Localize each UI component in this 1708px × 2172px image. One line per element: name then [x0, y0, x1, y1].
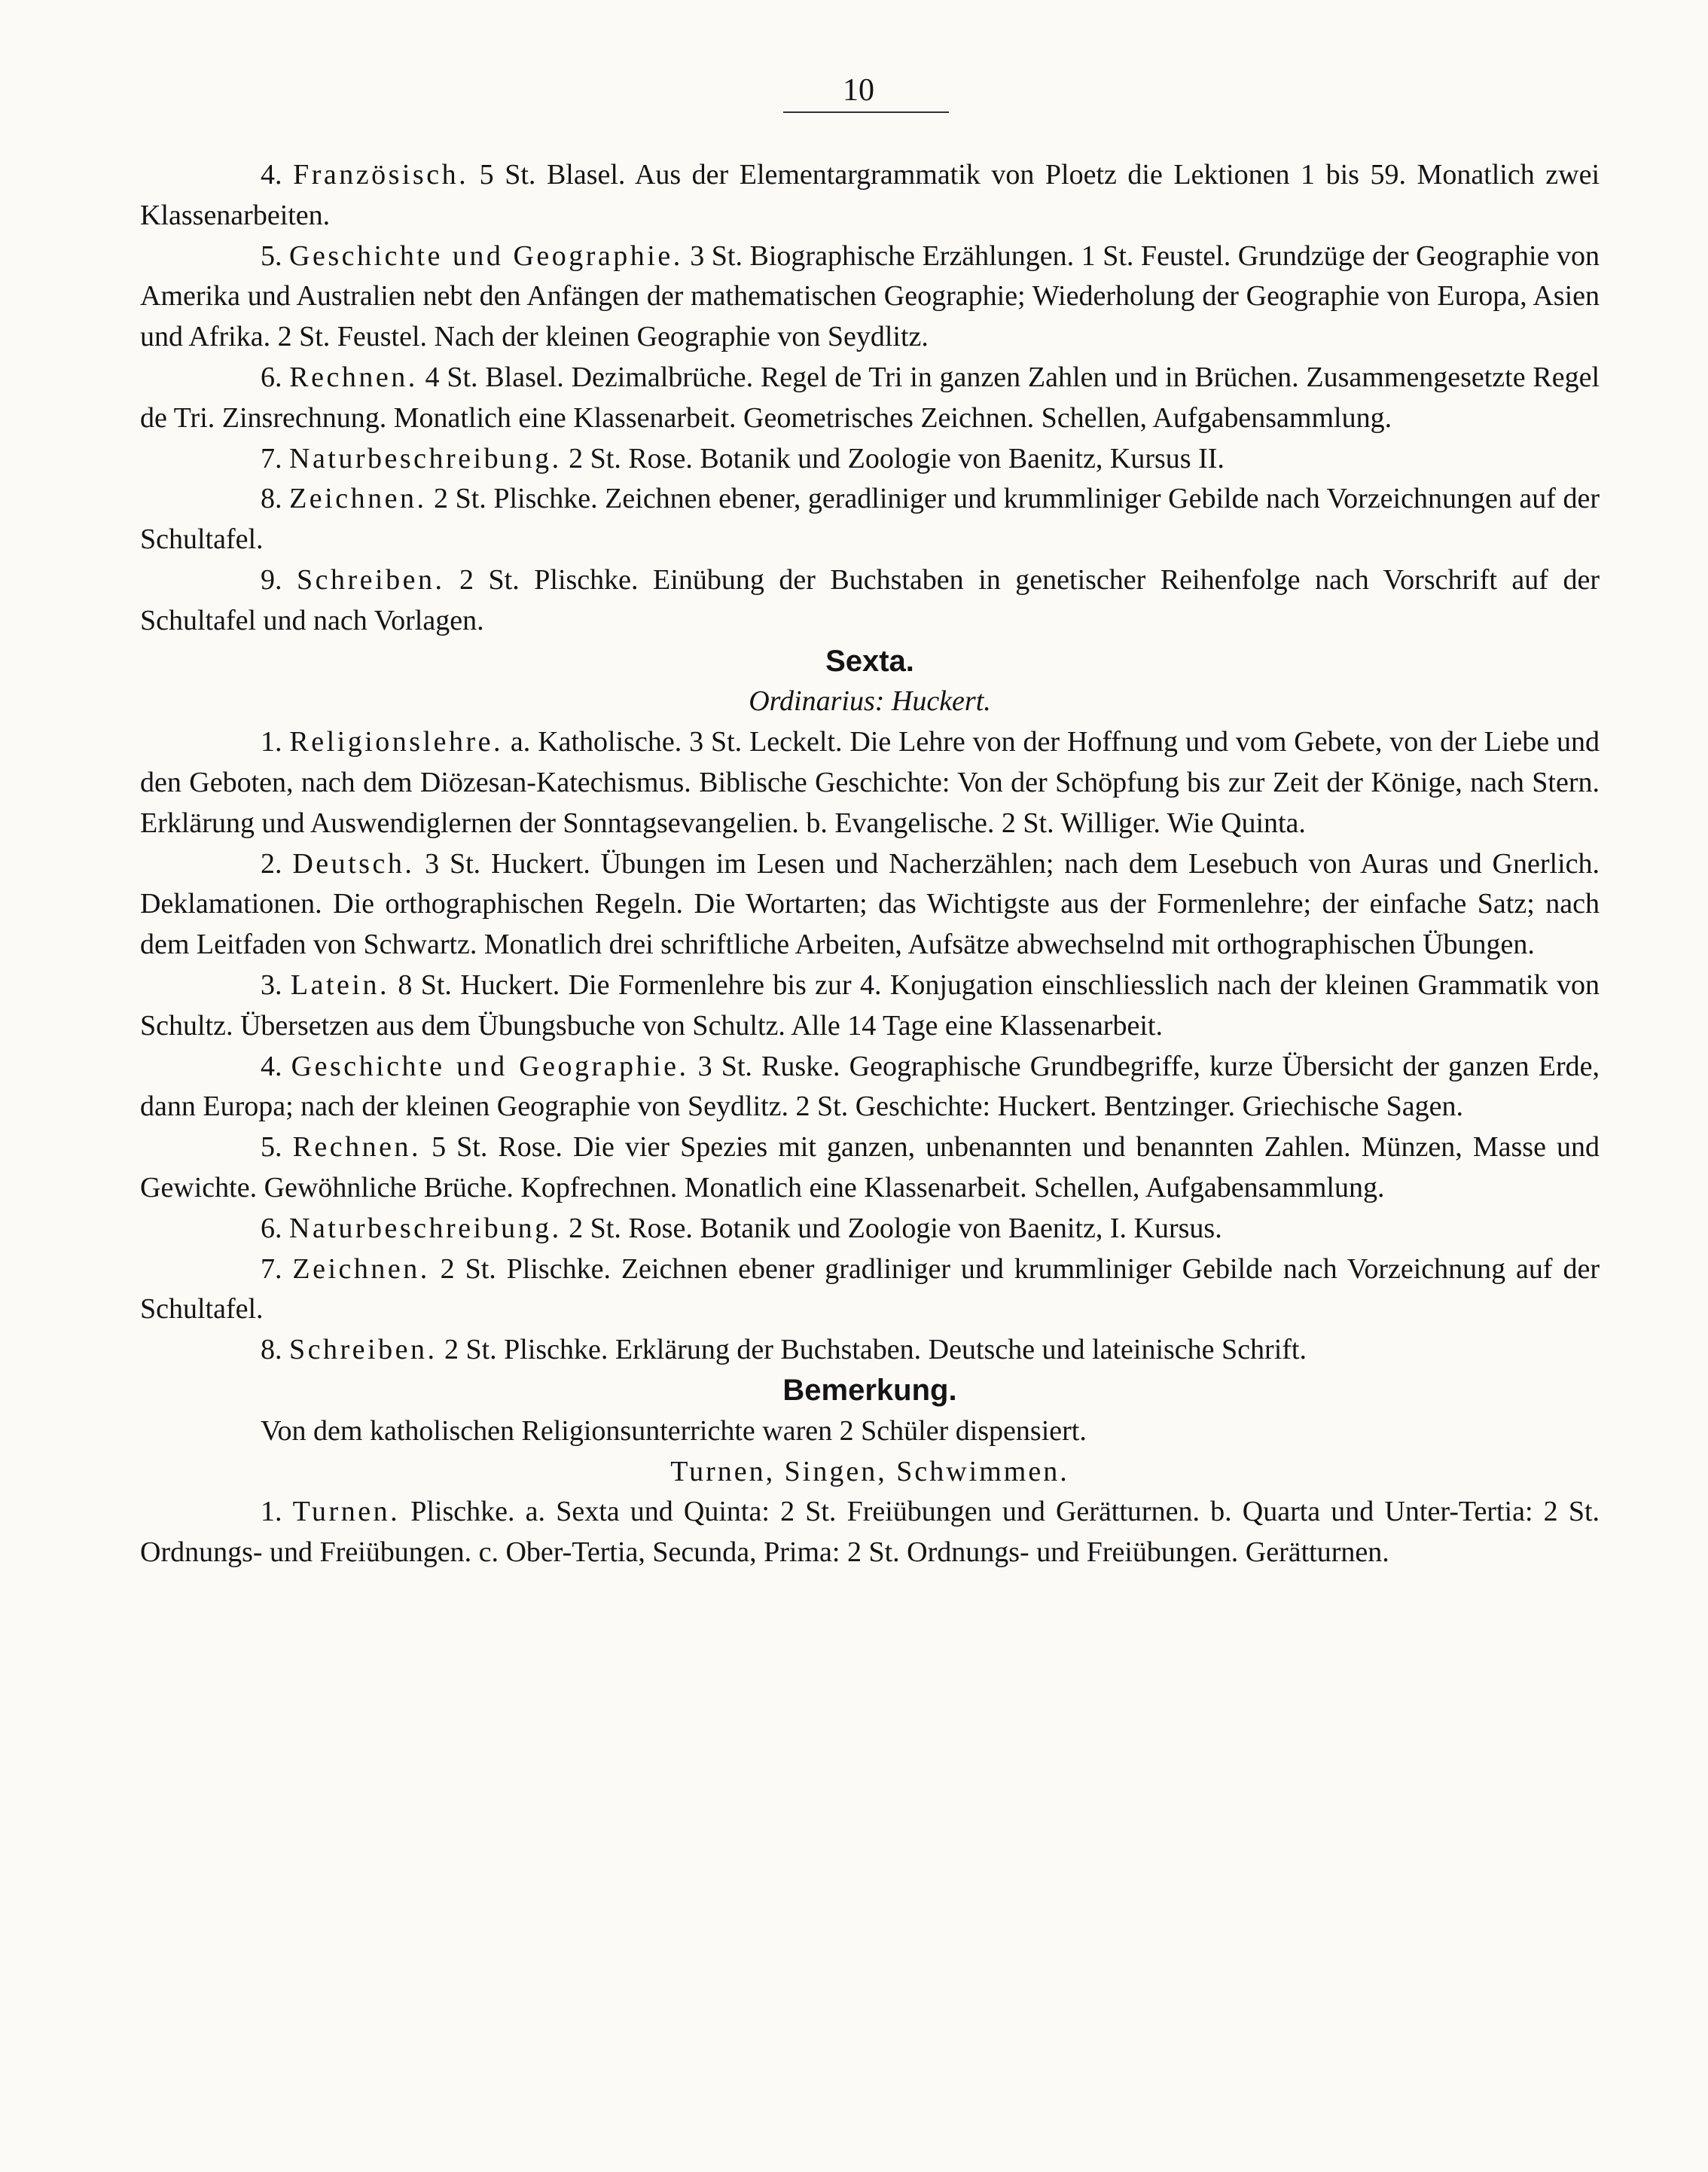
quinta-item-8 — [140, 479, 1600, 560]
quinta-item-6 — [140, 358, 1600, 439]
item-number: 8. — [261, 1334, 282, 1366]
turnen-heading: Turnen, Singen, Schwimmen. — [670, 1455, 1069, 1487]
item-subject: Naturbeschreibung. — [289, 442, 562, 474]
item-text: 5 St. Blasel. Aus der Elementargrammatik von Ploetz die Lektionen 1 bis 59. Monatlich zwei Klassenarbeiten. — [140, 159, 1600, 231]
item-text: 2 St. Plischke. Erklärung der Buchstaben. Deutsche und lateinische Schrift. — [437, 1334, 1307, 1366]
sexta-item-3 — [140, 966, 1600, 1047]
sexta-item-4 — [140, 1047, 1600, 1128]
item-number: 9. — [261, 563, 282, 596]
sexta-item-5 — [140, 1127, 1600, 1209]
item-number: 4. — [261, 159, 282, 191]
quinta-item-4 — [140, 155, 1600, 236]
item-subject: Geschichte und Geographie. — [289, 239, 683, 272]
item-text: 3 St. Biographische Erzählungen. 1 St. Feustel. Grundzüge der Geographie von Amerika und Australien nebt den Anfängen der mathematischen Geographie; Wiederholung der Geographie von Europa, Asien und Afrika. 2 St. Feustel. Nach der kleinen Geographie von Seydlitz. — [140, 239, 1600, 353]
item-number: 3. — [261, 969, 282, 1001]
quinta-item-7 — [140, 439, 1600, 480]
sexta-item-6 — [140, 1209, 1600, 1249]
bemerkung-heading: Bemerkung. — [782, 1373, 957, 1407]
item-number: 5. — [261, 239, 282, 272]
item-number: 7. — [261, 442, 282, 474]
item-text: 8 St. Huckert. Die Formenlehre bis zur 4. Konjugation einschliesslich nach der kleinen Grammatik von Schultz. Übersetzen aus dem Übungsbuche von Schultz. Alle 14 Tage eine Klassenarbeit. — [140, 969, 1600, 1042]
page-number-rule — [783, 111, 949, 113]
item-subject: Geschichte und Geographie. — [291, 1050, 689, 1082]
sexta-item-8 — [140, 1330, 1600, 1371]
bemerkung-text: Von dem katholischen Religionsunterrichte waren 2 Schüler dispensiert. — [261, 1414, 1087, 1447]
sexta-ordinarius: Ordinarius: Huckert. — [749, 685, 991, 718]
item-subject: Französisch. — [293, 159, 469, 191]
item-subject: Rechnen. — [292, 1131, 422, 1164]
item-text: 3 St. Huckert. Übungen im Lesen und Nacherzählen; nach dem Lesebuch von Auras und Gnerlich. Deklamationen. Die orthographischen Regeln. Die Wortarten; das Wichtigste aus der Formenlehre; der einfache Satz; nach dem Leitfaden von Schwartz. Monatlich drei schriftliche Arbeiten, Aufsätze abwechselnd mit orthographischen Übungen. — [140, 847, 1600, 961]
quinta-items — [140, 155, 1600, 642]
item-subject: Zeichnen. — [292, 1252, 430, 1285]
item-subject: Zeichnen. — [289, 483, 427, 515]
item-text: Plischke. a. Sexta und Quinta: 2 St. Freiübungen und Gerätturnen. b. Quarta und Unter-Tertia: 2 St. Ordnungs- und Freiübungen. c. Ober-Tertia, Secunda, Prima: 2 St. Ordnungs- und Freiübungen. Gerätturnen. — [140, 1496, 1600, 1569]
item-subject: Deutsch. — [292, 847, 415, 880]
sexta-item-7 — [140, 1249, 1600, 1331]
item-number: 1. — [261, 1496, 282, 1528]
sexta-item-1 — [140, 722, 1600, 843]
turnen-item-1 — [140, 1492, 1600, 1573]
item-text: 4 St. Blasel. Dezimalbrüche. Regel de Tri in ganzen Zahlen und in Brüchen. Zusammengesetzte Regel de Tri. Zinsrechnung. Monatlich eine Klassenarbeit. Geometrisches Zeichnen. Schellen, Aufgabensammlung. — [140, 361, 1600, 434]
page-number: 10 — [843, 73, 874, 108]
page-body — [140, 155, 1600, 1573]
item-subject: Naturbeschreibung. — [289, 1212, 562, 1244]
item-subject: Schreiben. — [289, 1334, 438, 1366]
item-text: 2 St. Rose. Botanik und Zoologie von Baenitz, I. Kursus. — [561, 1212, 1222, 1244]
item-text: 3 St. Ruske. Geographische Grundbegriffe, kurze Übersicht der ganzen Erde, dann Europa; nach der kleinen Geographie von Seydlitz. 2 St. Geschichte: Huckert. Bentzinger. Griechische Sagen. — [140, 1050, 1600, 1123]
item-number: 7. — [261, 1252, 282, 1285]
item-text: 2 St. Plischke. Zeichnen ebener, geradliniger und krummliniger Gebilde nach Vorzeichnungen auf der Schultafel. — [140, 483, 1600, 556]
item-text: 2 St. Plischke. Zeichnen ebener gradliniger und krummliniger Gebilde nach Vorzeichnung auf der Schultafel. — [140, 1252, 1600, 1325]
item-text: 2 St. Plischke. Einübung der Buchstaben in genetischer Reihenfolge nach Vorschrift auf der Schultafel und nach Vorlagen. — [140, 563, 1600, 636]
item-subject: Turnen. — [292, 1496, 401, 1528]
sexta-heading: Sexta. — [825, 644, 914, 678]
item-number: 2. — [261, 847, 282, 880]
quinta-item-9 — [140, 560, 1600, 642]
item-subject: Religionslehre. — [289, 726, 504, 758]
item-number: 1. — [261, 726, 282, 758]
sexta-items — [140, 722, 1600, 1371]
item-number: 5. — [261, 1131, 282, 1164]
item-subject: Latein. — [290, 969, 389, 1001]
item-number: 8. — [261, 483, 282, 515]
item-text: 5 St. Rose. Die vier Spezies mit ganzen, unbenannten und benannten Zahlen. Münzen, Masse und Gewichte. Gewöhnliche Brüche. Kopfrechnen. Monatlich eine Klassenarbeit. Schellen, Aufgabensammlung. — [140, 1131, 1600, 1203]
item-number: 6. — [261, 361, 282, 393]
quinta-item-5 — [140, 236, 1600, 358]
sexta-item-2 — [140, 844, 1600, 966]
item-text: 2 St. Rose. Botanik und Zoologie von Baenitz, Kursus II. — [561, 442, 1225, 474]
item-text: a. Katholische. 3 St. Leckelt. Die Lehre von der Hoffnung und vom Gebete, von der Liebe und den Geboten, nach dem Diözesan-Katechismus. Biblische Geschichte: Von der Schöpfung bis zur Zeit der Könige, nach Stern. Erklärung und Auswendiglernen der Sonntagsevangelien. b. Evangelische. 2 St. Williger. Wie Quinta. — [140, 726, 1600, 839]
item-subject: Rechnen. — [289, 361, 418, 393]
item-number: 6. — [261, 1212, 282, 1244]
item-subject: Schreiben. — [297, 563, 445, 596]
item-number: 4. — [261, 1050, 282, 1082]
